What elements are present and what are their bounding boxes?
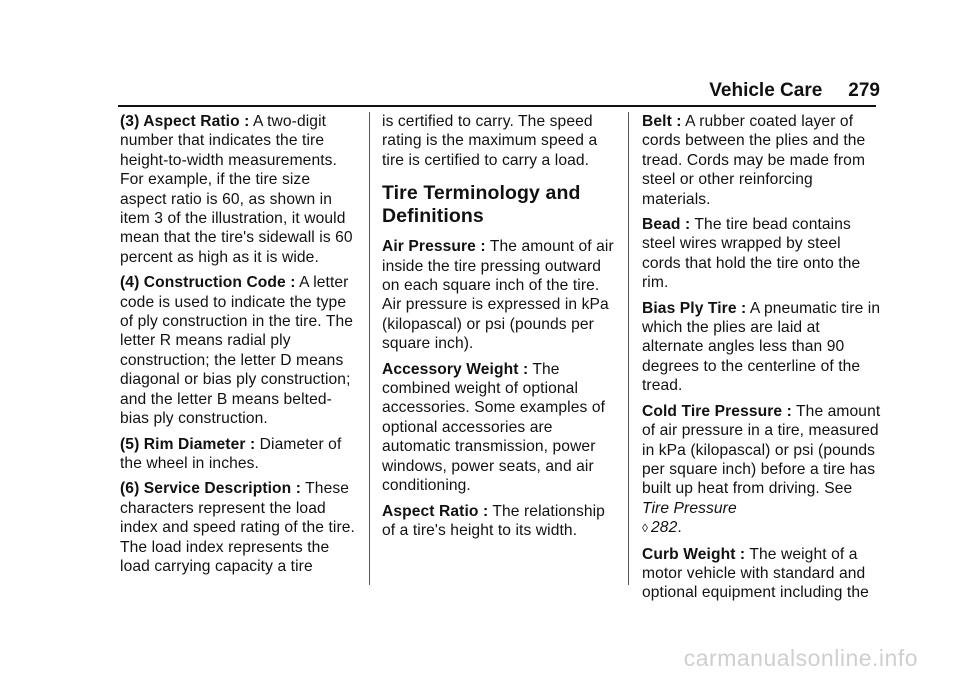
definition-bead [642, 215, 882, 293]
definition-text: A letter code is used to indicate the type of ply construction in the tire. The letter R means radial ply construction; the letter D means diagonal or bias ply construction; and the letter B means belted-bias ply construction. [120, 274, 354, 428]
ref-title: Tire Pressure [642, 499, 737, 517]
definition-aspect-ratio [382, 502, 622, 541]
cross-reference-link[interactable] [642, 500, 737, 536]
column-1 [120, 112, 360, 582]
definition-text: A rubber coated layer of cords between the plies and the tread. Cords may be made from steel or other reinforcing materials. [642, 113, 866, 208]
term: Belt : [642, 113, 682, 130]
definition-text: These characters represent the load index and speed rating of the tire. The load index represents the load carrying capacity a tire [120, 480, 355, 575]
definition-text: The weight of a motor vehicle with standard and optional equipment including the [642, 545, 869, 602]
term: Bead : [642, 216, 691, 234]
term: Air Pressure : [382, 238, 486, 256]
definition-accessory-weight [382, 360, 622, 496]
term: Accessory Weight : [382, 360, 529, 378]
definition-text: The relationship of a tire's height to its width. [382, 502, 605, 539]
definition-text: The amount of air inside the tire pressing outward on each square inch of the tire. Air pressure is expressed in kPa (kilopascal) or psi (pounds per square inch). [382, 238, 614, 353]
page-header [709, 80, 880, 102]
term: Cold Tire Pressure : [642, 402, 792, 420]
definition-rim-diameter [120, 435, 360, 474]
column-3 [642, 112, 882, 609]
term: Bias Ply Tire : [642, 299, 747, 317]
sentence-end: . [677, 519, 682, 537]
term: (5) Rim Diameter : [120, 435, 256, 453]
term: (3) Aspect Ratio : [120, 113, 250, 130]
page-number: 279 [848, 80, 880, 101]
watermark: carmanualsonline.info [683, 645, 918, 671]
definition-text: A two-digit number that indicates the tire height-to-width measurements. For example, if the tire size aspect ratio is 60, as shown in item 3 of the illustration, it would mean that the tire's sidewall is 60 percent as high as it is wide. [120, 113, 353, 266]
column-divider [628, 112, 629, 585]
term: (6) Service Description : [120, 480, 302, 498]
definition-text: Diameter of the wheel in inches. [120, 435, 342, 472]
term: (4) Construction Code : [120, 274, 296, 292]
column-divider [369, 112, 370, 585]
header-rule [118, 105, 876, 107]
definition-bias-ply-tire [642, 299, 882, 396]
definition-text: The tire bead contains steel wires wrapped by steel cords that hold the tire onto the rim. [642, 216, 861, 292]
continuation-text: is certified to carry. The speed rating is the maximum speed a tire is certified to carry a load. [382, 113, 598, 169]
definition-text: A pneumatic tire in which the plies are laid at alternate angles less than 90 degrees to the centerline of the tread. [642, 299, 881, 395]
definition-aspect-ratio-item [120, 112, 360, 267]
definition-construction-code [120, 273, 360, 428]
definition-air-pressure [382, 237, 622, 353]
ref-page: 282 [651, 519, 678, 537]
definition-cold-tire-pressure [642, 402, 882, 539]
definition-text: The combined weight of optional accessories. Some examples of optional accessories are automatic transmission, power windows, power seats, and air conditioning. [382, 360, 606, 495]
term: Curb Weight : [642, 545, 746, 563]
definition-belt [642, 112, 882, 209]
definition-text: The amount of air pressure in a tire, measured in kPa (kilopascal) or psi (pounds per square inch) before a tire has built up heat from driving. See [642, 402, 881, 498]
section-title: Vehicle Care [709, 80, 823, 101]
definition-curb-weight [642, 545, 882, 603]
term: Aspect Ratio : [382, 502, 489, 520]
section-heading: Tire Terminology and Definitions [382, 182, 581, 228]
definition-service-description [120, 479, 360, 576]
page-ref-icon: ◊ [642, 521, 649, 536]
column-2 [382, 112, 622, 546]
